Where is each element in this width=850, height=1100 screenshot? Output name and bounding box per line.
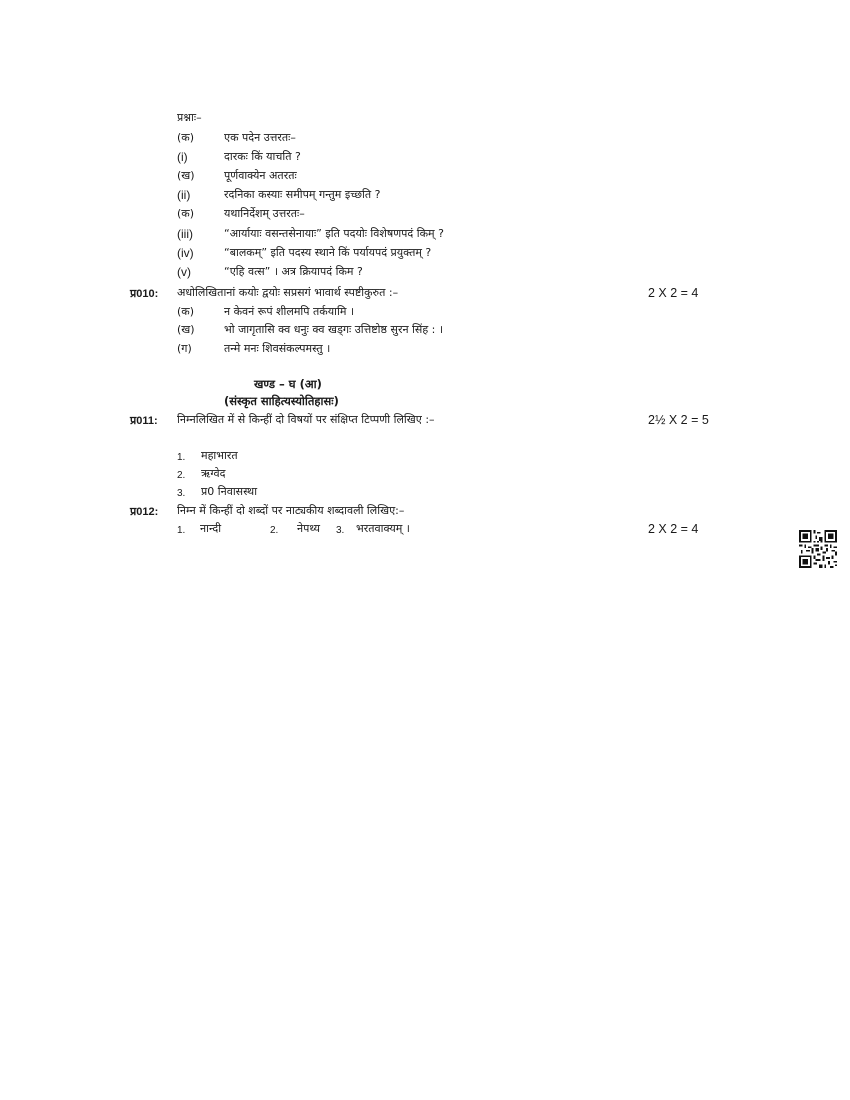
q10-item-label: (ख) [177,323,195,336]
q10-item-text: तन्मे मनः शिवसंकल्पमस्तु । [224,342,331,355]
q9-intro: प्रश्नाः– [177,111,202,124]
q12-item-num: 2. [270,525,279,536]
q10-item-label: (क) [177,305,195,318]
section-title: खण्ड – घ (आ) [254,377,322,391]
q11-text: निम्नलिखित में से किन्हीं दो विषयों पर संक्षिप्त टिप्पणी लिखिए :– [177,413,435,426]
q9-item-ii-text: रदनिका कस्याः समीपम् गन्तुम इच्छति ? [224,188,381,201]
q9-item-ii-label: (ii) [177,188,191,202]
q12-item-num: 1. [177,525,186,536]
q11-marks: 2½ X 2 = 5 [648,413,709,427]
q12-number: प्र012: [130,506,159,518]
q11-item-text: प्र0 निवासस्था [201,485,258,498]
q9-part-kh-text: पूर्णवाक्येन अतरतः [224,169,297,182]
q12-marks: 2 X 2 = 4 [648,522,699,536]
q12-item-text: नेपथ्य [297,522,320,535]
q10-item-text: न केवनं रूपं शीलमपि तर्कयामि । [224,305,355,318]
q9-item-iv-text: “बालकम्” इति पदस्य स्थाने किं पर्यायपदं प्रयुक्तम् ? [224,246,432,259]
q9-item-v-text: “एहि वत्स” । अत्र क्रियापदं किम ? [224,265,363,278]
q11-number: प्र011: [130,415,158,427]
q12-item-text: भरतवाक्यम् । [356,522,410,535]
q9-item-iii-text: “आर्यायाः वसन्तसेनायाः” इति पदयोः विशेषणपदं किम् ? [224,227,444,240]
q9-part-k1-label: (क) [177,131,195,144]
q9-item-iv-label: (iv) [177,246,194,260]
q9-item-iii-label: (iii) [177,227,193,241]
q10-marks: 2 X 2 = 4 [648,286,699,300]
q12-item-num: 3. [336,525,345,536]
q10-number: प्र010: [130,288,159,300]
q9-part-kh-label: (ख) [177,169,195,182]
q9-item-i-label: (i) [177,150,188,164]
q9-item-v-label: (v) [177,265,191,279]
q11-item-num: 2. [177,470,186,481]
q12-text: निम्न में किन्हीं दो शब्दों पर नाट्यकीय शब्दावली लिखिए:– [177,504,405,517]
qr-code-icon [799,530,837,568]
q11-item-text: महाभारत [201,449,238,462]
q10-item-label: (ग) [177,342,192,355]
q9-part-k1-text: एक पदेन उत्तरतः– [224,131,296,144]
q9-part-k2-text: यथानिर्देशम् उत्तरतः– [224,207,305,220]
q9-part-k2-label: (क) [177,207,195,220]
q11-item-text: ऋग्वेद [201,467,226,480]
section-subtitle: (संस्कृत साहित्यस्योतिहासः) [224,394,339,408]
q10-item-text: भो जागृतासि क्व धनुः क्व खड्गः उत्तिष्टोष्ठ सुरन सिंह : । [224,323,444,336]
q9-item-i-text: दारकः किं याचति ? [224,150,301,163]
q11-item-num: 1. [177,452,186,463]
q11-item-num: 3. [177,488,186,499]
q10-text: अधोलिखितानां कयोः द्वयोः सप्रसगं भावार्थ स्पष्टीकुरुत :– [177,286,399,299]
q12-item-text: नान्दी [200,522,222,535]
